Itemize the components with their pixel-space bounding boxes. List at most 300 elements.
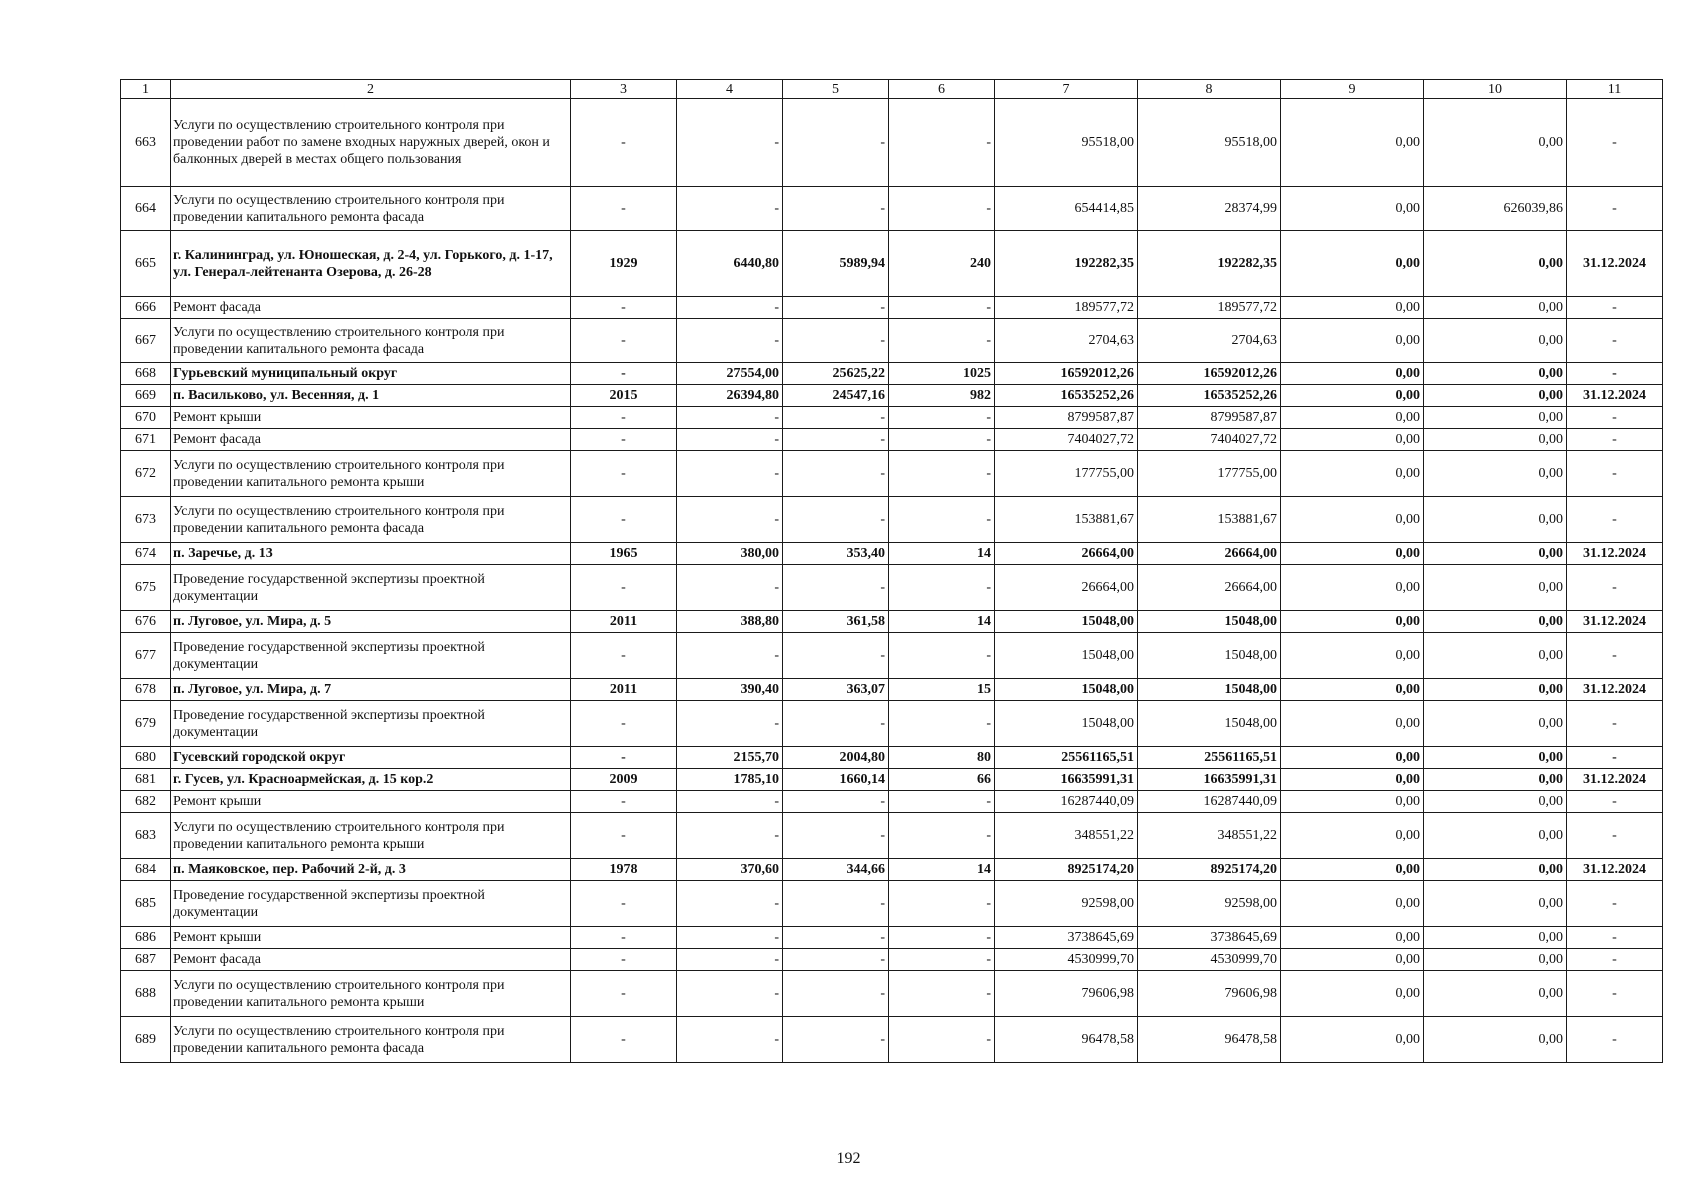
col7-cell: 15048,00 <box>995 679 1138 701</box>
col4-cell: - <box>677 791 783 813</box>
col7-cell: 8925174,20 <box>995 859 1138 881</box>
row-number-cell: 679 <box>121 701 171 747</box>
col5-cell: - <box>783 949 889 971</box>
row-number-cell: 675 <box>121 565 171 611</box>
col3-cell: - <box>571 363 677 385</box>
col7-cell: 16592012,26 <box>995 363 1138 385</box>
col10-cell: 0,00 <box>1424 363 1567 385</box>
item-name-cell: Гурьевский муниципальный округ <box>171 363 571 385</box>
col8-cell: 153881,67 <box>1138 497 1281 543</box>
col6-cell: 982 <box>889 385 995 407</box>
col3-cell: - <box>571 451 677 497</box>
col6-cell: - <box>889 1017 995 1063</box>
row-number-cell: 682 <box>121 791 171 813</box>
item-name-cell: Проведение государственной экспертизы проектной документации <box>171 701 571 747</box>
col8-cell: 15048,00 <box>1138 611 1281 633</box>
col7-cell: 26664,00 <box>995 565 1138 611</box>
table-row <box>121 297 1663 319</box>
row-number-cell: 681 <box>121 769 171 791</box>
col5-cell: 363,07 <box>783 679 889 701</box>
col10-cell: 0,00 <box>1424 881 1567 927</box>
col6-cell: 14 <box>889 859 995 881</box>
col9-cell: 0,00 <box>1281 949 1424 971</box>
col9-cell: 0,00 <box>1281 1017 1424 1063</box>
row-number-cell: 688 <box>121 971 171 1017</box>
column-header-9: 9 <box>1281 80 1424 99</box>
table-row <box>121 231 1663 297</box>
col11-cell: 31.12.2024 <box>1567 385 1663 407</box>
table-row <box>121 611 1663 633</box>
col10-cell: 0,00 <box>1424 497 1567 543</box>
col7-cell: 2704,63 <box>995 319 1138 363</box>
col10-cell: 0,00 <box>1424 949 1567 971</box>
col4-cell: - <box>677 971 783 1017</box>
row-number-cell: 669 <box>121 385 171 407</box>
table-row <box>121 881 1663 927</box>
col6-cell: - <box>889 407 995 429</box>
col9-cell: 0,00 <box>1281 565 1424 611</box>
col10-cell: 0,00 <box>1424 611 1567 633</box>
col10-cell: 0,00 <box>1424 565 1567 611</box>
col7-cell: 15048,00 <box>995 701 1138 747</box>
col8-cell: 15048,00 <box>1138 633 1281 679</box>
col8-cell: 26664,00 <box>1138 565 1281 611</box>
row-number-cell: 677 <box>121 633 171 679</box>
col5-cell: - <box>783 927 889 949</box>
col3-cell: - <box>571 813 677 859</box>
col3-cell: - <box>571 407 677 429</box>
row-number-cell: 674 <box>121 543 171 565</box>
col10-cell: 0,00 <box>1424 791 1567 813</box>
col5-cell: - <box>783 187 889 231</box>
row-number-cell: 676 <box>121 611 171 633</box>
col8-cell: 348551,22 <box>1138 813 1281 859</box>
col11-cell: - <box>1567 297 1663 319</box>
col8-cell: 79606,98 <box>1138 971 1281 1017</box>
column-header-7: 7 <box>995 80 1138 99</box>
table-row <box>121 633 1663 679</box>
col3-cell: - <box>571 927 677 949</box>
column-header-10: 10 <box>1424 80 1567 99</box>
item-name-cell: п. Луговое, ул. Мира, д. 7 <box>171 679 571 701</box>
col11-cell: - <box>1567 927 1663 949</box>
col7-cell: 15048,00 <box>995 611 1138 633</box>
col4-cell: 390,40 <box>677 679 783 701</box>
col7-cell: 4530999,70 <box>995 949 1138 971</box>
col5-cell: 24547,16 <box>783 385 889 407</box>
table-row <box>121 813 1663 859</box>
col10-cell: 0,00 <box>1424 971 1567 1017</box>
col8-cell: 95518,00 <box>1138 99 1281 187</box>
table-row <box>121 187 1663 231</box>
col5-cell: - <box>783 407 889 429</box>
col3-cell: - <box>571 881 677 927</box>
col9-cell: 0,00 <box>1281 99 1424 187</box>
col11-cell: - <box>1567 99 1663 187</box>
col11-cell: - <box>1567 971 1663 1017</box>
col6-cell: - <box>889 497 995 543</box>
col7-cell: 15048,00 <box>995 633 1138 679</box>
col6-cell: - <box>889 949 995 971</box>
table-row <box>121 859 1663 881</box>
col5-cell: - <box>783 701 889 747</box>
col9-cell: 0,00 <box>1281 319 1424 363</box>
col11-cell: - <box>1567 429 1663 451</box>
column-header-1: 1 <box>121 80 171 99</box>
col3-cell: 2015 <box>571 385 677 407</box>
table-row <box>121 451 1663 497</box>
col11-cell: 31.12.2024 <box>1567 611 1663 633</box>
col7-cell: 92598,00 <box>995 881 1138 927</box>
table-row <box>121 565 1663 611</box>
col8-cell: 3738645,69 <box>1138 927 1281 949</box>
col10-cell: 0,00 <box>1424 1017 1567 1063</box>
col10-cell: 0,00 <box>1424 679 1567 701</box>
col4-cell: - <box>677 99 783 187</box>
col10-cell: 0,00 <box>1424 429 1567 451</box>
item-name-cell: г. Калининград, ул. Юношеская, д. 2-4, ул. Горького, д. 1-17, ул. Генерал-лейтенанта Озерова, д. 26-28 <box>171 231 571 297</box>
col9-cell: 0,00 <box>1281 611 1424 633</box>
col7-cell: 79606,98 <box>995 971 1138 1017</box>
col10-cell: 0,00 <box>1424 385 1567 407</box>
col7-cell: 177755,00 <box>995 451 1138 497</box>
col9-cell: 0,00 <box>1281 927 1424 949</box>
col10-cell: 0,00 <box>1424 769 1567 791</box>
col5-cell: - <box>783 791 889 813</box>
col4-cell: - <box>677 701 783 747</box>
row-number-cell: 687 <box>121 949 171 971</box>
row-number-cell: 665 <box>121 231 171 297</box>
table-row <box>121 791 1663 813</box>
col11-cell: - <box>1567 949 1663 971</box>
col10-cell: 0,00 <box>1424 633 1567 679</box>
column-number-header-row <box>121 80 1663 99</box>
col5-cell: - <box>783 633 889 679</box>
col11-cell: - <box>1567 497 1663 543</box>
item-name-cell: Услуги по осуществлению строительного контроля при проведении капитального ремонта фасада <box>171 497 571 543</box>
col9-cell: 0,00 <box>1281 451 1424 497</box>
item-name-cell: Ремонт крыши <box>171 407 571 429</box>
col3-cell: 1978 <box>571 859 677 881</box>
col11-cell: - <box>1567 881 1663 927</box>
col7-cell: 153881,67 <box>995 497 1138 543</box>
item-name-cell: г. Гусев, ул. Красноармейская, д. 15 кор.2 <box>171 769 571 791</box>
row-number-cell: 673 <box>121 497 171 543</box>
col5-cell: 344,66 <box>783 859 889 881</box>
row-number-cell: 678 <box>121 679 171 701</box>
page-number: 192 <box>836 1150 861 1167</box>
col11-cell: - <box>1567 791 1663 813</box>
col7-cell: 189577,72 <box>995 297 1138 319</box>
col5-cell: - <box>783 497 889 543</box>
col3-cell: - <box>571 701 677 747</box>
col11-cell: - <box>1567 633 1663 679</box>
col7-cell: 8799587,87 <box>995 407 1138 429</box>
col4-cell: - <box>677 949 783 971</box>
col5-cell: 25625,22 <box>783 363 889 385</box>
col8-cell: 16535252,26 <box>1138 385 1281 407</box>
col10-cell: 0,00 <box>1424 813 1567 859</box>
row-number-cell: 671 <box>121 429 171 451</box>
column-header-11: 11 <box>1567 80 1663 99</box>
col5-cell: - <box>783 565 889 611</box>
col9-cell: 0,00 <box>1281 881 1424 927</box>
item-name-cell: п. Луговое, ул. Мира, д. 5 <box>171 611 571 633</box>
col11-cell: - <box>1567 407 1663 429</box>
row-number-cell: 666 <box>121 297 171 319</box>
item-name-cell: Услуги по осуществлению строительного контроля при проведении капитального ремонта крыши <box>171 451 571 497</box>
col11-cell: 31.12.2024 <box>1567 543 1663 565</box>
table-row <box>121 385 1663 407</box>
col5-cell: - <box>783 99 889 187</box>
col6-cell: - <box>889 791 995 813</box>
col8-cell: 7404027,72 <box>1138 429 1281 451</box>
row-number-cell: 667 <box>121 319 171 363</box>
col9-cell: 0,00 <box>1281 747 1424 769</box>
col3-cell: 2009 <box>571 769 677 791</box>
row-number-cell: 680 <box>121 747 171 769</box>
col3-cell: 1965 <box>571 543 677 565</box>
col10-cell: 0,00 <box>1424 859 1567 881</box>
col3-cell: 1929 <box>571 231 677 297</box>
col5-cell: 2004,80 <box>783 747 889 769</box>
col6-cell: - <box>889 813 995 859</box>
col5-cell: 5989,94 <box>783 231 889 297</box>
col9-cell: 0,00 <box>1281 859 1424 881</box>
col11-cell: 31.12.2024 <box>1567 679 1663 701</box>
col5-cell: - <box>783 451 889 497</box>
col9-cell: 0,00 <box>1281 701 1424 747</box>
col4-cell: 1785,10 <box>677 769 783 791</box>
col8-cell: 177755,00 <box>1138 451 1281 497</box>
col10-cell: 0,00 <box>1424 99 1567 187</box>
col4-cell: - <box>677 633 783 679</box>
col7-cell: 95518,00 <box>995 99 1138 187</box>
row-number-cell: 685 <box>121 881 171 927</box>
col6-cell: 66 <box>889 769 995 791</box>
column-header-5: 5 <box>783 80 889 99</box>
col10-cell: 626039,86 <box>1424 187 1567 231</box>
col4-cell: 388,80 <box>677 611 783 633</box>
col6-cell: 14 <box>889 543 995 565</box>
col8-cell: 26664,00 <box>1138 543 1281 565</box>
col9-cell: 0,00 <box>1281 363 1424 385</box>
col3-cell: - <box>571 971 677 1017</box>
col9-cell: 0,00 <box>1281 679 1424 701</box>
col10-cell: 0,00 <box>1424 543 1567 565</box>
col7-cell: 25561165,51 <box>995 747 1138 769</box>
col11-cell: - <box>1567 319 1663 363</box>
col5-cell: - <box>783 813 889 859</box>
table-row <box>121 407 1663 429</box>
col8-cell: 15048,00 <box>1138 679 1281 701</box>
col3-cell: - <box>571 429 677 451</box>
col4-cell: - <box>677 319 783 363</box>
col9-cell: 0,00 <box>1281 497 1424 543</box>
col7-cell: 348551,22 <box>995 813 1138 859</box>
item-name-cell: п. Маяковское, пер. Рабочий 2-й, д. 3 <box>171 859 571 881</box>
col8-cell: 4530999,70 <box>1138 949 1281 971</box>
item-name-cell: Ремонт фасада <box>171 949 571 971</box>
col10-cell: 0,00 <box>1424 319 1567 363</box>
col7-cell: 192282,35 <box>995 231 1138 297</box>
col7-cell: 654414,85 <box>995 187 1138 231</box>
table-row <box>121 927 1663 949</box>
table-row <box>121 747 1663 769</box>
row-number-cell: 664 <box>121 187 171 231</box>
col3-cell: - <box>571 297 677 319</box>
col4-cell: - <box>677 497 783 543</box>
col11-cell: - <box>1567 1017 1663 1063</box>
item-name-cell: Услуги по осуществлению строительного контроля при проведении капитального ремонта крыши <box>171 971 571 1017</box>
column-header-6: 6 <box>889 80 995 99</box>
col5-cell: - <box>783 971 889 1017</box>
row-number-cell: 663 <box>121 99 171 187</box>
col5-cell: - <box>783 297 889 319</box>
table-row <box>121 701 1663 747</box>
col9-cell: 0,00 <box>1281 297 1424 319</box>
col5-cell: - <box>783 319 889 363</box>
col11-cell: - <box>1567 813 1663 859</box>
col3-cell: - <box>571 319 677 363</box>
col8-cell: 8799587,87 <box>1138 407 1281 429</box>
item-name-cell: Услуги по осуществлению строительного контроля при проведении капитального ремонта фасада <box>171 187 571 231</box>
col6-cell: - <box>889 297 995 319</box>
col4-cell: - <box>677 565 783 611</box>
col5-cell: 361,58 <box>783 611 889 633</box>
col6-cell: - <box>889 451 995 497</box>
col7-cell: 16535252,26 <box>995 385 1138 407</box>
col3-cell: 2011 <box>571 679 677 701</box>
col4-cell: - <box>677 187 783 231</box>
col3-cell: - <box>571 747 677 769</box>
col4-cell: - <box>677 881 783 927</box>
col4-cell: - <box>677 451 783 497</box>
col5-cell: - <box>783 881 889 927</box>
table-row <box>121 1017 1663 1063</box>
col8-cell: 192282,35 <box>1138 231 1281 297</box>
col6-cell: - <box>889 701 995 747</box>
col3-cell: - <box>571 565 677 611</box>
row-number-cell: 686 <box>121 927 171 949</box>
col6-cell: - <box>889 187 995 231</box>
col9-cell: 0,00 <box>1281 791 1424 813</box>
col5-cell: 1660,14 <box>783 769 889 791</box>
col8-cell: 2704,63 <box>1138 319 1281 363</box>
col9-cell: 0,00 <box>1281 231 1424 297</box>
col3-cell: - <box>571 791 677 813</box>
col8-cell: 15048,00 <box>1138 701 1281 747</box>
col6-cell: 80 <box>889 747 995 769</box>
col11-cell: 31.12.2024 <box>1567 231 1663 297</box>
col5-cell: - <box>783 1017 889 1063</box>
col9-cell: 0,00 <box>1281 187 1424 231</box>
table-row <box>121 497 1663 543</box>
column-header-4: 4 <box>677 80 783 99</box>
item-name-cell: Услуги по осуществлению строительного контроля при проведении капитального ремонта фасада <box>171 1017 571 1063</box>
column-header-8: 8 <box>1138 80 1281 99</box>
item-name-cell: Ремонт крыши <box>171 791 571 813</box>
col4-cell: - <box>677 1017 783 1063</box>
item-name-cell: Услуги по осуществлению строительного контроля при проведении капитального ремонта крыши <box>171 813 571 859</box>
col7-cell: 96478,58 <box>995 1017 1138 1063</box>
col4-cell: 26394,80 <box>677 385 783 407</box>
col4-cell: - <box>677 429 783 451</box>
col7-cell: 7404027,72 <box>995 429 1138 451</box>
col10-cell: 0,00 <box>1424 451 1567 497</box>
col6-cell: 14 <box>889 611 995 633</box>
item-name-cell: Ремонт крыши <box>171 927 571 949</box>
col3-cell: - <box>571 187 677 231</box>
col9-cell: 0,00 <box>1281 543 1424 565</box>
col11-cell: - <box>1567 363 1663 385</box>
capital-repair-table <box>120 79 1663 1063</box>
column-header-3: 3 <box>571 80 677 99</box>
col11-cell: - <box>1567 565 1663 611</box>
col8-cell: 25561165,51 <box>1138 747 1281 769</box>
col8-cell: 28374,99 <box>1138 187 1281 231</box>
col6-cell: - <box>889 429 995 451</box>
col9-cell: 0,00 <box>1281 385 1424 407</box>
item-name-cell: Проведение государственной экспертизы проектной документации <box>171 881 571 927</box>
col11-cell: - <box>1567 747 1663 769</box>
col8-cell: 189577,72 <box>1138 297 1281 319</box>
col6-cell: - <box>889 971 995 1017</box>
col8-cell: 8925174,20 <box>1138 859 1281 881</box>
col4-cell: 380,00 <box>677 543 783 565</box>
table-row <box>121 769 1663 791</box>
col10-cell: 0,00 <box>1424 297 1567 319</box>
item-name-cell: Услуги по осуществлению строительного контроля при проведении капитального ремонта фасада <box>171 319 571 363</box>
col9-cell: 0,00 <box>1281 971 1424 1017</box>
col11-cell: 31.12.2024 <box>1567 769 1663 791</box>
item-name-cell: Ремонт фасада <box>171 429 571 451</box>
col4-cell: - <box>677 813 783 859</box>
col9-cell: 0,00 <box>1281 407 1424 429</box>
table-row <box>121 949 1663 971</box>
col6-cell: - <box>889 927 995 949</box>
col6-cell: - <box>889 881 995 927</box>
col8-cell: 96478,58 <box>1138 1017 1281 1063</box>
col9-cell: 0,00 <box>1281 633 1424 679</box>
row-number-cell: 670 <box>121 407 171 429</box>
col3-cell: - <box>571 633 677 679</box>
table-row <box>121 99 1663 187</box>
column-header-2: 2 <box>171 80 571 99</box>
col3-cell: 2011 <box>571 611 677 633</box>
table-row <box>121 363 1663 385</box>
col10-cell: 0,00 <box>1424 701 1567 747</box>
col11-cell: 31.12.2024 <box>1567 859 1663 881</box>
table-row <box>121 543 1663 565</box>
col8-cell: 92598,00 <box>1138 881 1281 927</box>
row-number-cell: 684 <box>121 859 171 881</box>
item-name-cell: Ремонт фасада <box>171 297 571 319</box>
col4-cell: - <box>677 407 783 429</box>
col8-cell: 16287440,09 <box>1138 791 1281 813</box>
col3-cell: - <box>571 497 677 543</box>
col10-cell: 0,00 <box>1424 407 1567 429</box>
item-name-cell: Гусевский городской округ <box>171 747 571 769</box>
col9-cell: 0,00 <box>1281 429 1424 451</box>
item-name-cell: п. Васильково, ул. Весенняя, д. 1 <box>171 385 571 407</box>
col6-cell: 15 <box>889 679 995 701</box>
table-row <box>121 679 1663 701</box>
col6-cell: - <box>889 565 995 611</box>
col11-cell: - <box>1567 701 1663 747</box>
col10-cell: 0,00 <box>1424 747 1567 769</box>
item-name-cell: п. Заречье, д. 13 <box>171 543 571 565</box>
